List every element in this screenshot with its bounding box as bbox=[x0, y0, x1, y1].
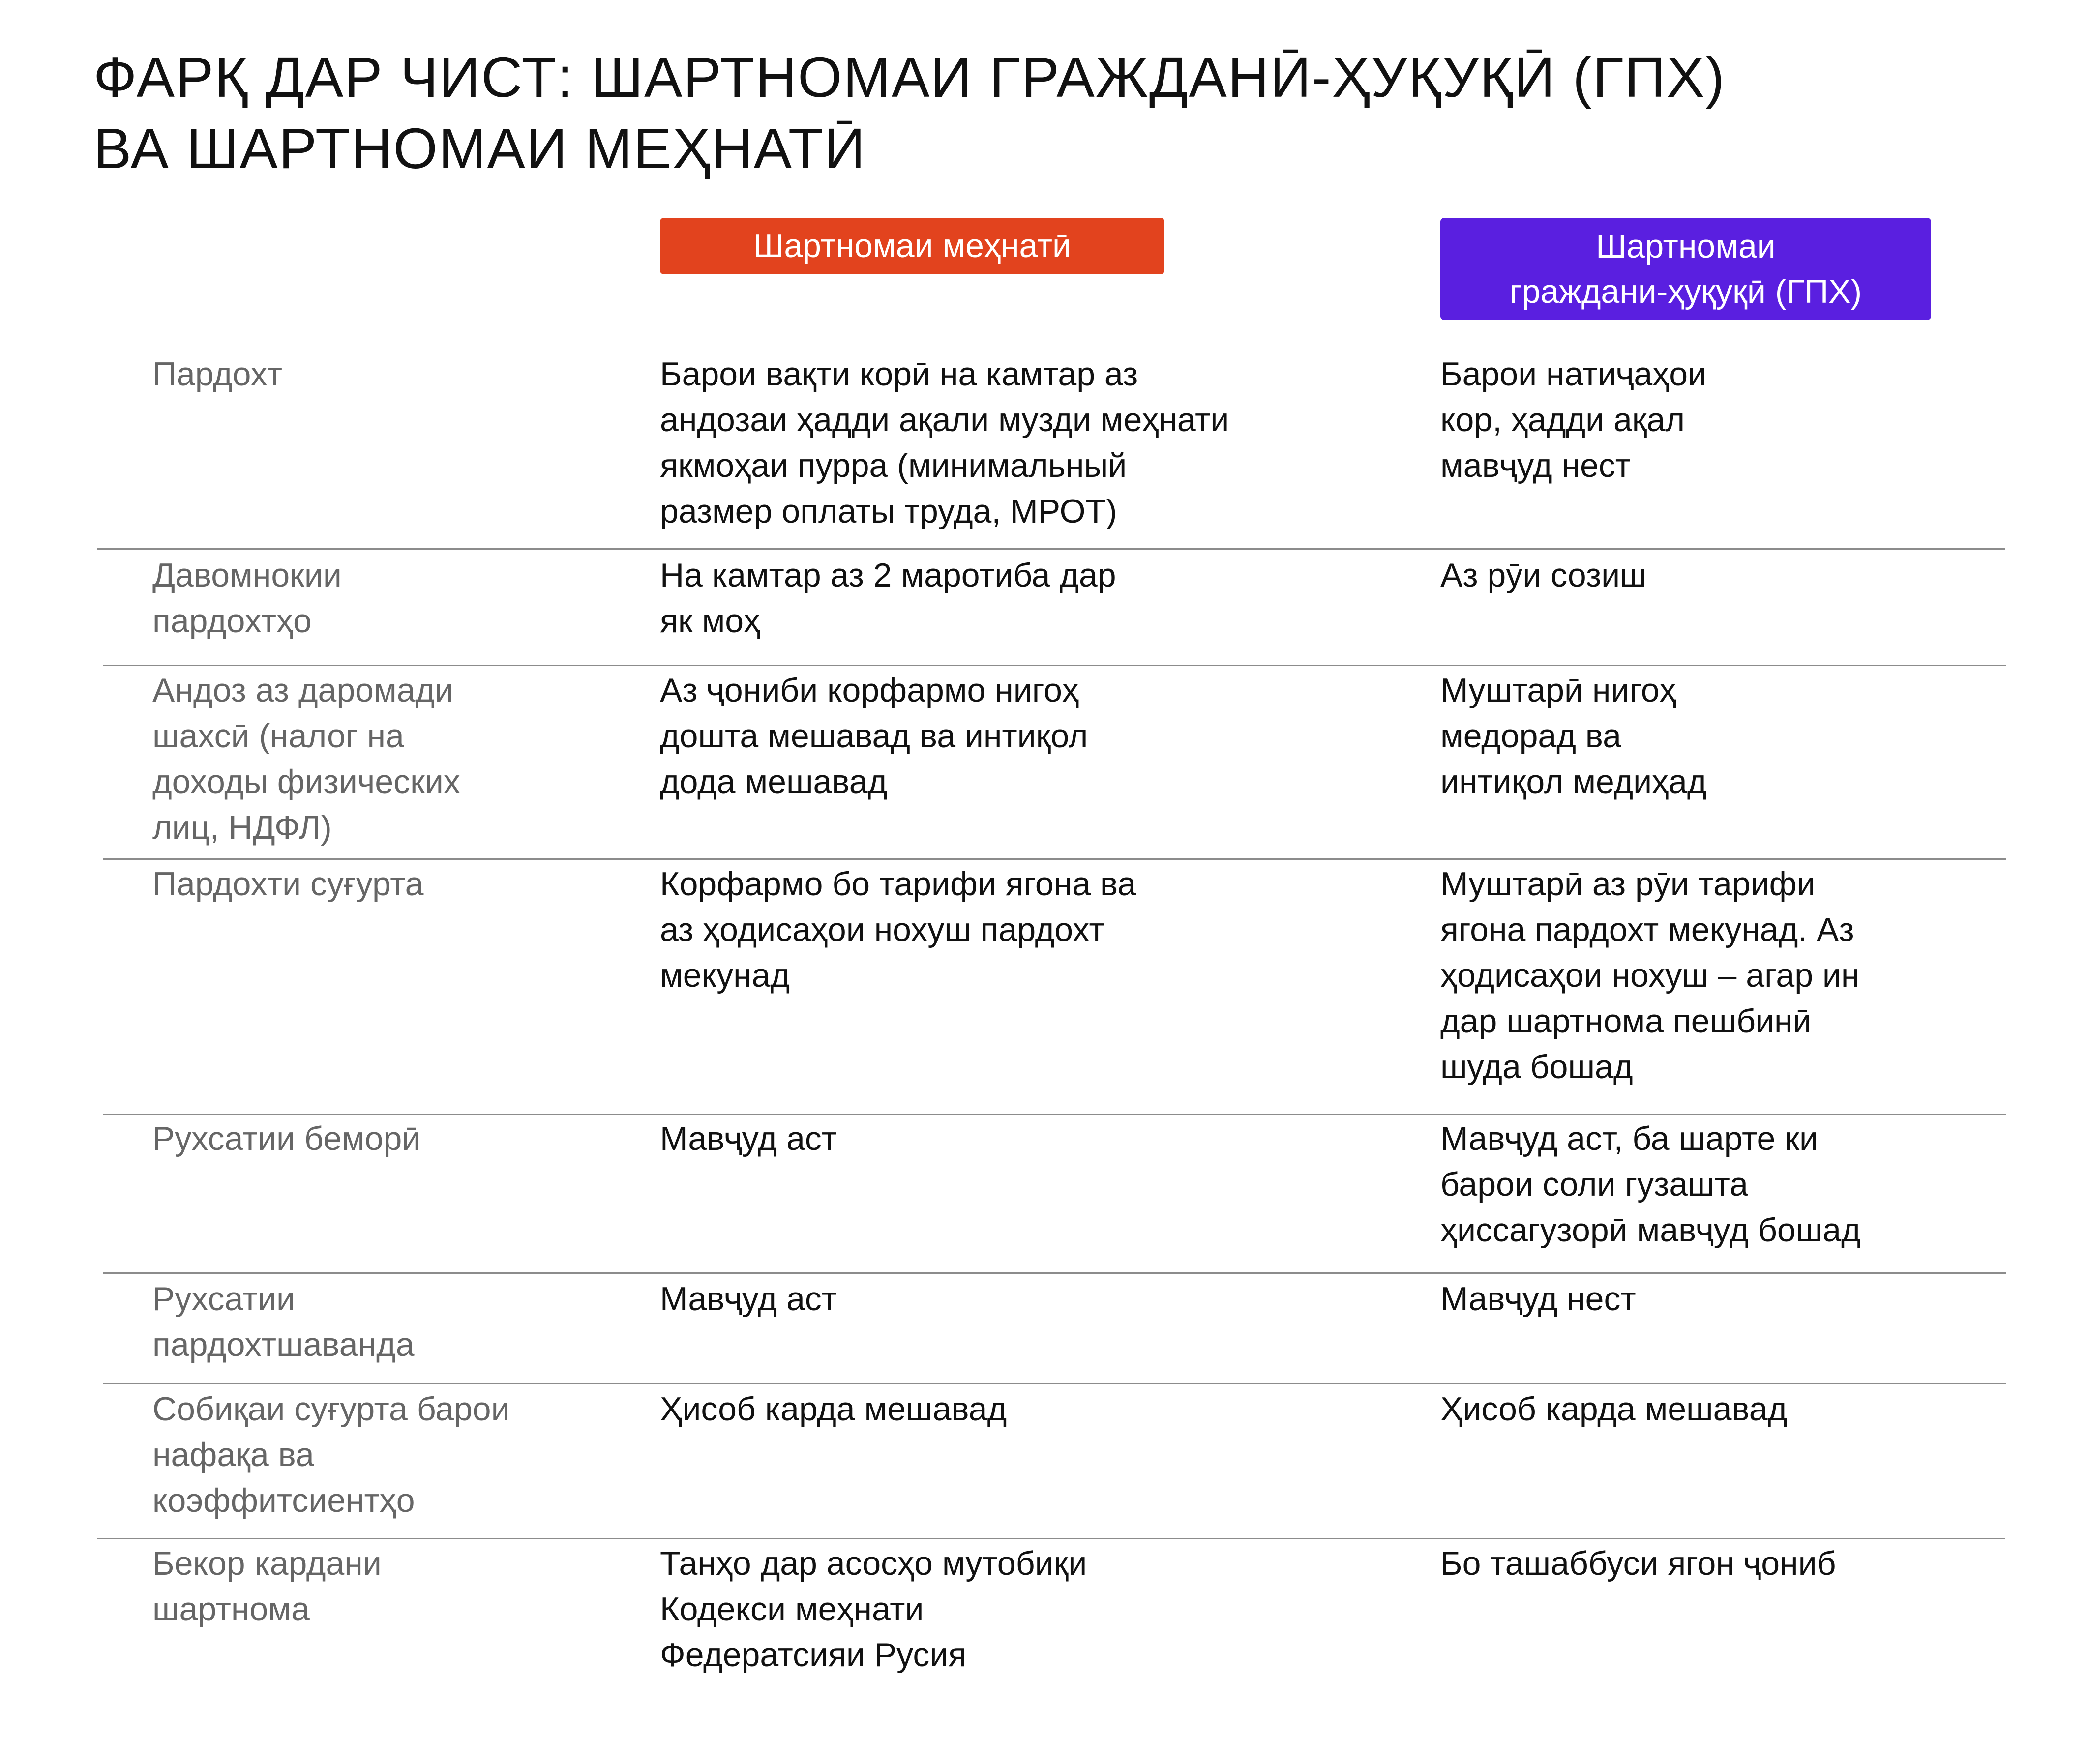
gph-cell: Бо ташаббуси ягон ҷониб bbox=[1440, 1545, 1836, 1582]
row-divider bbox=[103, 858, 2006, 860]
row-divider bbox=[103, 665, 2006, 666]
row-divider bbox=[97, 548, 2005, 550]
row-divider bbox=[103, 1114, 2006, 1115]
gph-cell: Муштарӣ нигоҳ медорад ва интиқол медиҳад bbox=[1440, 672, 1707, 800]
row-label: Пардохти суғурта bbox=[152, 865, 424, 903]
labor-cell: Мавҷуд аст bbox=[660, 1120, 837, 1157]
gph-cell: Аз рӯи созиш bbox=[1440, 557, 1647, 594]
labor-cell: Ҳисоб карда мешавад bbox=[660, 1390, 1007, 1428]
column-header-civil-contract: Шартномаи граждани-ҳуқуқӣ (ГПХ) bbox=[1440, 218, 1931, 320]
labor-cell: Аз ҷониби корфармо нигоҳ дошта мешавад ва интиқол дода мешавад bbox=[660, 672, 1088, 800]
row-label: Рухсатии беморӣ bbox=[152, 1120, 421, 1157]
row-label: Рухсатии пардохтшаванда bbox=[152, 1280, 415, 1363]
row-divider bbox=[103, 1272, 2006, 1274]
row-divider bbox=[103, 1383, 2006, 1384]
gph-cell: Барои натиҷаҳои кор, ҳадди ақал мавҷуд нест bbox=[1440, 355, 1707, 484]
labor-cell: Барои вақти корӣ на камтар аз андозаи ҳадди ақали музди меҳнати якмоҳаи пурра (минимальный размер оплаты труда, МРОТ) bbox=[660, 355, 1229, 530]
row-label: Андоз аз даромади шахсӣ (налог на доходы физических лиц, НДФЛ) bbox=[152, 672, 460, 846]
row-label: Давомнокии пардохтҳо bbox=[152, 557, 342, 640]
labor-cell: Корфармо бо тарифи ягона ва аз ҳодисаҳои нохуш пардохт мекунад bbox=[660, 865, 1136, 994]
labor-cell: На камтар аз 2 маротиба дар як моҳ bbox=[660, 557, 1116, 640]
row-label: Собиқаи суғурта барои нафақа ва коэффитсиентҳо bbox=[152, 1390, 510, 1519]
row-label: Пардохт bbox=[152, 355, 283, 393]
gph-cell: Ҳисоб карда мешавад bbox=[1440, 1390, 1788, 1428]
gph-cell: Мавҷуд аст, ба шарте ки барои соли гузашта ҳиссагузорӣ мавҷуд бошад bbox=[1440, 1120, 1861, 1249]
labor-cell: Мавҷуд аст bbox=[660, 1280, 837, 1318]
gph-cell: Муштарӣ аз рӯи тарифи ягона пардохт мекунад. Аз ҳодисаҳои нохуш – агар ин дар шартнома пешбинӣ шуда бошад bbox=[1440, 865, 1860, 1086]
page-title: ФАРҚ ДАР ЧИСТ: ШАРТНОМАИ ГРАЖДАНӢ-ҲУҚУҚӢ (ГПХ) ВА ШАРТНОМАИ МЕҲНАТӢ bbox=[93, 45, 1726, 180]
column-header-labor-contract: Шартномаи меҳнатӣ bbox=[660, 218, 1164, 274]
row-divider bbox=[97, 1538, 2005, 1539]
labor-cell: Танҳо дар асосҳо мутобиқи Кодекси меҳнати Федератсияи Русия bbox=[660, 1545, 1087, 1674]
gph-cell: Мавҷуд нест bbox=[1440, 1280, 1636, 1318]
row-label: Бекор кардани шартнома bbox=[152, 1545, 382, 1628]
